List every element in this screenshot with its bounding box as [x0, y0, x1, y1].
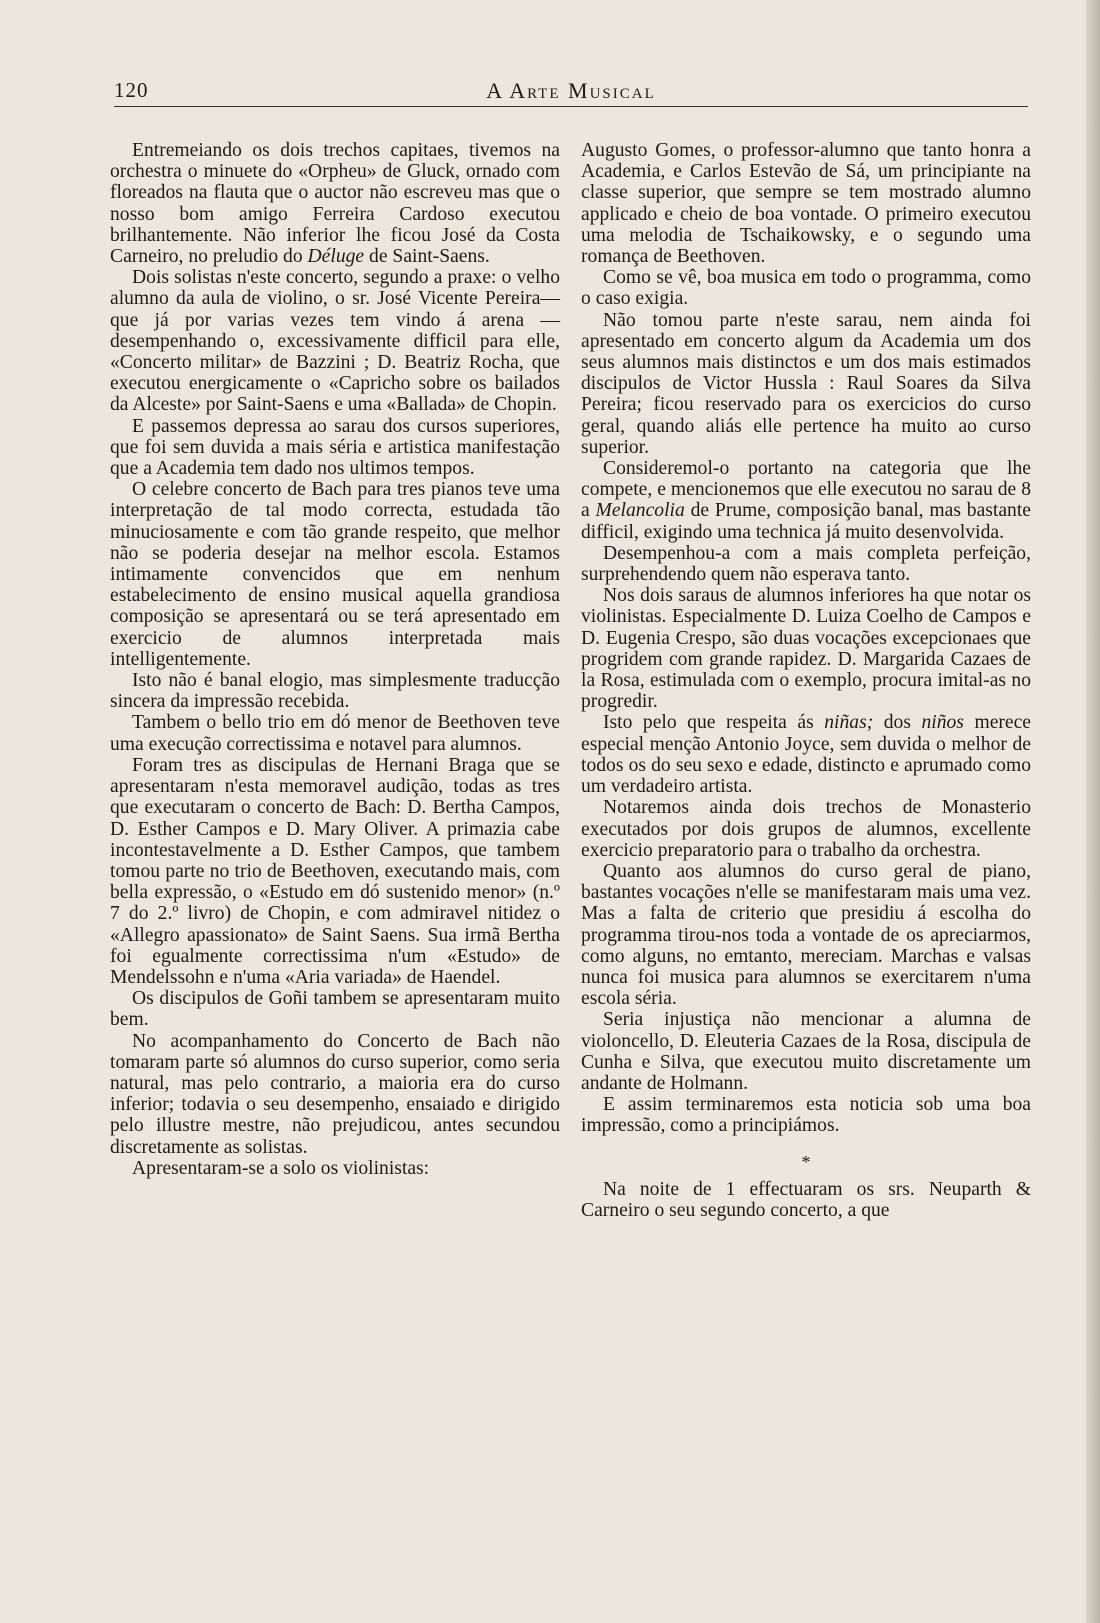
paragraph: Tambem o bello trio em dó menor de Beethoven teve uma execução correctissima e notavel para alumnos. [110, 712, 560, 755]
paragraph: Consideremol-o portanto na categoria que lhe compete, e mencionemos que elle executou no sarau de 8 a Melancolia de Prume, composição banal, mas bastante difficil, exigindo uma technica já muito desenvolvida. [581, 458, 1031, 543]
paragraph: Não tomou parte n'este sarau, nem ainda foi apresentado em concerto algum da Academia um dos seus alumnos mais distinctos e um dos mais estimados discipulos de Victor Hussla : Raul Soares da Silva Pereira; ficou reservado para os exercicios do curso geral, quando aliás elle pertence ha muito ao curso superior. [581, 309, 1031, 458]
paragraph: Apresentaram-se a solo os violinistas: [132, 1157, 430, 1179]
right-column [581, 140, 1031, 1221]
paragraph: E passemos depressa ao sarau dos cursos superiores, que foi sem duvida a mais séria e artistica manifestação que a Academia tem dado nos ultimos tempos. [110, 415, 560, 480]
header-rule [114, 106, 1028, 107]
paragraph-continued: Augusto Gomes, o professor-alumno que tanto honra a Academia, e Carlos Estevão de Sá, um principiante na classe superior, que sempre se tem mostrado alumno applicado e cheio de boa vontade. O primeiro executou uma melodia de Tschaikowsky, e o segundo uma romança de Beethoven. [581, 140, 1031, 268]
left-column [110, 140, 560, 1179]
paragraph: No acompanhamento do Concerto de Bach não tomaram parte só alumnos do curso superior, como seria natural, mas pelo contrario, a maioria era do curso inferior; todavia o seu desempenho, ensaiado e dirigido pelo illustre mestre, não prejudicou, antes secundou discretamente as solistas. [110, 1030, 560, 1158]
paragraph: Quanto aos alumnos do curso geral de piano, bastantes vocações n'elle se manifestaram mais uma vez. Mas a falta de criterio que presidiu á escolha do programma tirou-nos toda a vontade de os apreciarmos, como alguns, no emtanto, mereciam. Marchas e valsas nunca foi musica para alumnos se exercitarem n'uma escola séria. [581, 860, 1031, 1010]
paragraph: Entremeiando os dois trechos capitaes, tivemos na orchestra o minuete do «Orpheu» de Gluck, ornado com floreados na flauta que o auctor não escreveu mas que o nosso bom amigo Ferreira Cardoso executou brilhantemente. Não inferior lhe ficou José da Costa Carneiro, no preludio do Déluge de Saint-Saens. [110, 140, 560, 268]
paragraph: Isto não é banal elogio, mas simplesmente traducção sincera da impressão recebida. [110, 670, 560, 713]
paragraph: Os discipulos de Goñi tambem se apresentaram muito bem. [110, 988, 560, 1031]
paragraph: Desempenhou-a com a mais completa perfeição, surprehendendo quem não esperava tanto. [581, 542, 1031, 586]
page-number: 120 [114, 78, 149, 102]
paragraph: E assim terminaremos esta noticia sob uma boa impressão, como a principiámos. [581, 1094, 1031, 1137]
paragraph: Na noite de 1 effectuaram os srs. Neuparth & Carneiro o seu segundo concerto, a que [581, 1178, 1031, 1221]
paragraph: Isto pelo que respeita ás niñas; dos niños merece especial menção Antonio Joyce, sem duvida o melhor de todos os do seu sexo e edade, distincto e aprumado como um verdadeiro artista. [581, 712, 1032, 798]
paragraph: Seria injustiça não mencionar a alumna de violoncello, D. Eleuteria Cazaes de la Rosa, discipula de Cunha e Silva, que executou muito discretamente um andante de Holmann. [581, 1009, 1031, 1094]
paragraph: Nos dois saraus de alumnos inferiores ha que notar os violinistas. Especialmente D. Luiza Coelho de Campos e D. Eugenia Crespo, são duas vocações excepcionaes que progridem com grande rapidez. D. Margarida Cazaes de la Rosa, estimulada com o exemplo, procura imital-as no progredir. [581, 585, 1031, 713]
paragraph: O celebre concerto de Bach para tres pianos teve uma interpretação de tal modo correcta, estudada tão minuciosamente e com tão grande respeito, que melhor não se poderia desejar na melhor escola. Estamos intimamente convencidos que em nenhum estabelecimento de ensino musical aquella grandiosa composição se apresentará ou se terá apresentado em exercicio de alumnos interpretada mais intelligentemente. [110, 479, 560, 670]
paragraph: Notaremos ainda dois trechos de Monasterio executados por dois grupos de alumnos, excellente exercicio preparatorio para o trabalho da orchestra. [581, 797, 1031, 861]
paragraph: Foram tres as discipulas de Hernani Braga que se apresentaram n'esta memoravel audição, todas as tres que executaram o concerto de Bach: D. Bertha Campos, D. Esther Campos e D. Mary Oliver. A primazia cabe incontestavelmente a D. Esther Campos, que tambem tomou parte no trio de Beethoven, executando mais, com bella expressão, o «Estudo em dó sustenido menor» (n.º 7 do 2.º livro) de Chopin, e com admiravel nitidez o «Allegro apassionato» de Saint Saens. Sua irmã Bertha foi egualmente correctissima n'um «Estudo» de Mendelssohn e n'uma «Aria variada» de Haendel. [110, 754, 560, 988]
paragraph: Como se vê, boa musica em todo o programma, como o caso exigia. [581, 267, 1031, 310]
page-edge [1086, 0, 1100, 1623]
journal-title: A Arte Musical [486, 78, 656, 103]
page-header [114, 78, 1028, 108]
paragraph: Dois solistas n'este concerto, segundo a praxe: o velho alumno da aula de violino, o sr. José Vicente Pereira—que já por varias vezes tem vindo á arena — desempenhando o, excessivamente difficil para elle, «Concerto militar» de Bazzini ; D. Beatriz Rocha, que executou energicamente o «Capricho sobre os bailados da Alceste» por Saint-Saens e uma «Ballada» de Chopin. [110, 267, 560, 416]
section-break-asterisk: * [801, 1151, 811, 1172]
